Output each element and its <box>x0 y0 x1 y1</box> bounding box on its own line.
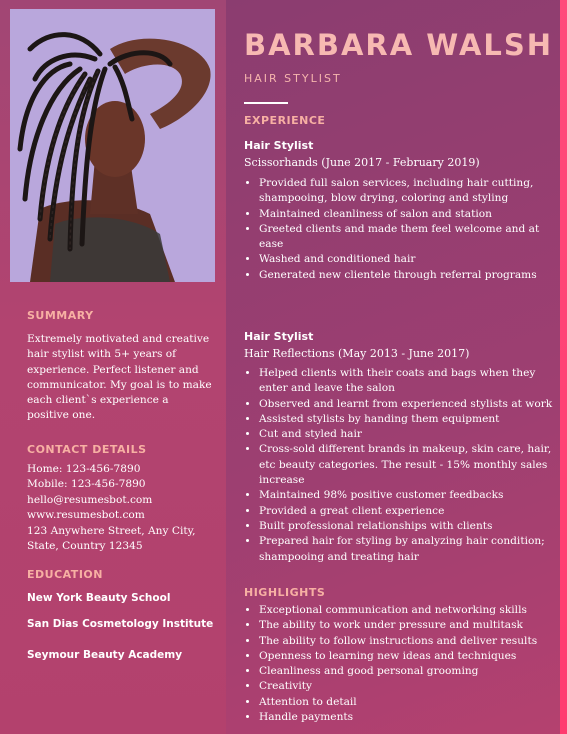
highlight-item: • Handle payments <box>259 710 559 725</box>
education-heading: EDUCATION <box>27 568 103 581</box>
header-divider <box>244 102 288 104</box>
education-item: Seymour Beauty Academy <box>27 649 183 661</box>
candidate-name: BARBARA WALSH <box>244 28 554 62</box>
job-company: Hair Reflections (May 2013 - June 2017) <box>244 347 470 360</box>
job-bullet: • Cut and styled hair <box>259 427 554 442</box>
job-bullet: • Provided full salon services, including hair cutting, shampooing, blow drying, coloring and styling <box>259 176 554 207</box>
summary-text: Extremely motivated and creative hair stylist with 5+ years of experience. Perfect listener and communicator. My goal is to make each client`s experience a positive one. <box>27 333 212 422</box>
contact-website[interactable]: www.resumesbot.com <box>27 509 145 521</box>
job-bullet: • Maintained 98% positive customer feedbacks <box>259 488 554 503</box>
candidate-role: HAIR STYLIST <box>244 72 342 85</box>
highlight-item: • Openness to learning new ideas and techniques <box>259 649 559 664</box>
job-bullets <box>245 176 554 283</box>
job-bullet: • Generated new clientele through referral programs <box>259 268 554 283</box>
highlight-item: • The ability to follow instructions and deliver results <box>259 634 559 649</box>
education-item: New York Beauty School <box>27 592 171 604</box>
pink-edge-bar <box>560 0 567 734</box>
job-bullet: • Greeted clients and made them feel welcome and at ease <box>259 222 554 253</box>
highlight-item: • Creativity <box>259 679 559 694</box>
experience-heading: EXPERIENCE <box>244 114 326 127</box>
job-bullet: • Assisted stylists by handing them equipment <box>259 412 554 427</box>
portrait-illustration <box>10 9 215 282</box>
job-bullet: • Provided a great client experience <box>259 504 554 519</box>
contact-heading: CONTACT DETAILS <box>27 443 147 456</box>
contact-address: 123 Anywhere Street, Any City, State, Country 12345 <box>27 525 196 553</box>
highlight-item: • The ability to work under pressure and multitask <box>259 618 559 633</box>
job-company: Scissorhands (June 2017 - February 2019) <box>244 156 480 169</box>
highlight-item: • Cleanliness and good personal grooming <box>259 664 559 679</box>
contact-email[interactable]: hello@resumesbot.com <box>27 494 153 506</box>
job-bullet: • Helped clients with their coats and bags when they enter and leave the salon <box>259 366 554 397</box>
job-bullet: • Cross-sold different brands in makeup, skin care, hair, etc beauty categories. The result - 15% monthly sales increase <box>259 442 554 488</box>
highlight-item: • Exceptional communication and networking skills <box>259 603 559 618</box>
job-bullet: • Prepared hair for styling by analyzing hair condition; shampooing and treating hair <box>259 534 554 565</box>
summary-heading: SUMMARY <box>27 309 94 322</box>
job-bullet: • Washed and conditioned hair <box>259 252 554 267</box>
education-item: San Dias Cosmetology Institute <box>27 618 214 630</box>
job-title: Hair Stylist <box>244 139 314 152</box>
job-bullets <box>245 366 554 565</box>
highlights-heading: HIGHLIGHTS <box>244 586 326 599</box>
contact-mobile: Mobile: 123-456-7890 <box>27 478 146 490</box>
contact-home: Home: 123-456-7890 <box>27 463 141 475</box>
job-bullet: • Built professional relationships with clients <box>259 519 554 534</box>
highlight-item: • Attention to detail <box>259 695 559 710</box>
job-title: Hair Stylist <box>244 330 314 343</box>
job-bullet: • Maintained cleanliness of salon and station <box>259 207 554 222</box>
profile-photo <box>10 9 215 282</box>
job-bullet: • Observed and learnt from experienced stylists at work <box>259 397 554 412</box>
highlights-list <box>245 603 559 725</box>
